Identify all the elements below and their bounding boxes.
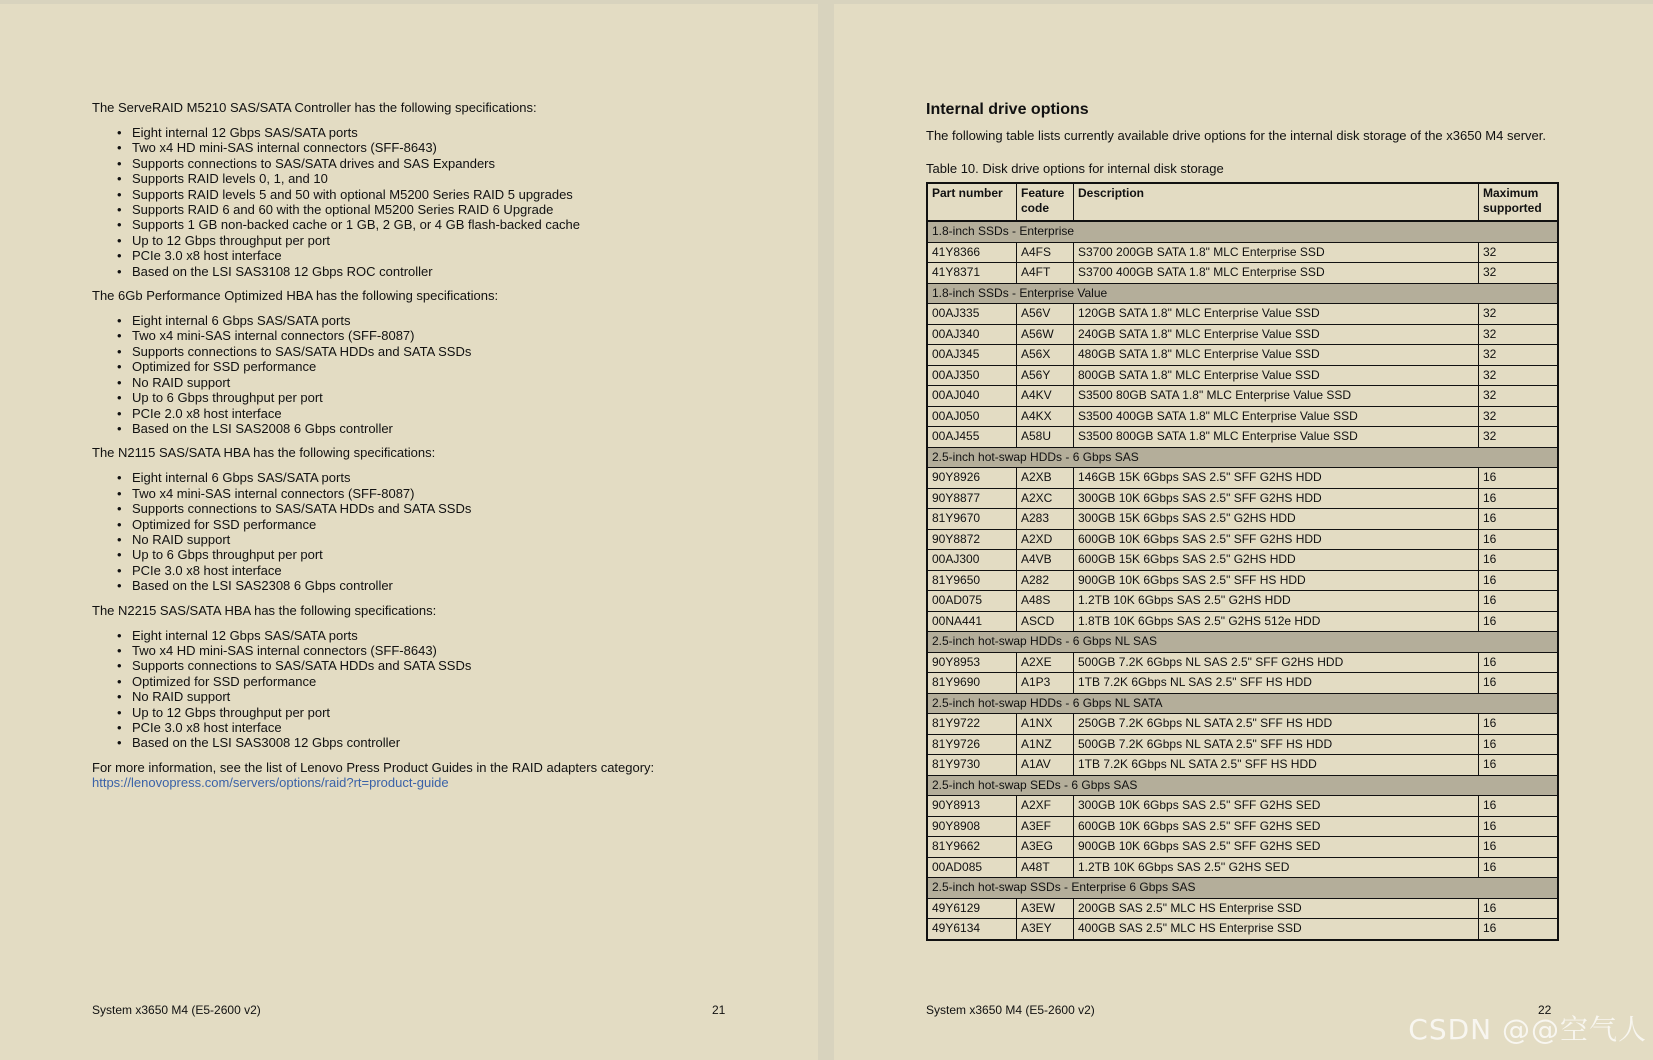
cell-maximum-supported: 16 <box>1479 755 1559 776</box>
list-item: • No RAID support <box>132 689 792 704</box>
cell-part-number: 41Y8366 <box>927 242 1017 263</box>
cell-part-number: 81Y9670 <box>927 509 1017 530</box>
spec-intro: The N2115 SAS/SATA HBA has the following specifications: <box>92 445 436 461</box>
table-row <box>927 919 1558 940</box>
cell-maximum-supported: 16 <box>1479 919 1559 940</box>
cell-maximum-supported: 16 <box>1479 816 1559 837</box>
table-row <box>927 509 1558 530</box>
cell-part-number: 90Y8926 <box>927 468 1017 489</box>
header-description: Description <box>1074 183 1479 221</box>
cell-part-number: 00AJ300 <box>927 550 1017 571</box>
cell-part-number: 00NA441 <box>927 611 1017 632</box>
cell-maximum-supported: 32 <box>1479 304 1559 325</box>
group-title: 2.5-inch hot-swap HDDs - 6 Gbps NL SAS <box>927 632 1558 653</box>
cell-maximum-supported: 32 <box>1479 427 1559 448</box>
cell-description: 240GB SATA 1.8" MLC Enterprise Value SSD <box>1074 324 1479 345</box>
table-body <box>927 221 1558 940</box>
left-page-number: 21 <box>712 1003 726 1017</box>
list-item: • Supports connections to SAS/SATA HDDs and SATA SSDs <box>132 344 792 359</box>
table-row <box>927 488 1558 509</box>
table-row <box>927 898 1558 919</box>
cell-description: S3500 800GB SATA 1.8" MLC Enterprise Value SSD <box>1074 427 1479 448</box>
table-row <box>927 406 1558 427</box>
cell-description: 1.2TB 10K 6Gbps SAS 2.5'' G2HS SED <box>1074 857 1479 878</box>
cell-feature-code: A56W <box>1017 324 1074 345</box>
list-item: • PCIe 3.0 x8 host interface <box>132 248 792 263</box>
cell-feature-code: A1P3 <box>1017 673 1074 694</box>
table-row <box>927 345 1558 366</box>
cell-part-number: 41Y8371 <box>927 263 1017 284</box>
cell-description: 1.2TB 10K 6Gbps SAS 2.5'' G2HS HDD <box>1074 591 1479 612</box>
cell-feature-code: A48S <box>1017 591 1074 612</box>
list-item: • Up to 12 Gbps throughput per port <box>132 705 792 720</box>
cell-description: 200GB SAS 2.5" MLC HS Enterprise SSD <box>1074 898 1479 919</box>
group-title: 2.5-inch hot-swap SEDs - 6 Gbps SAS <box>927 775 1558 796</box>
cell-description: S3700 400GB SATA 1.8" MLC Enterprise SSD <box>1074 263 1479 284</box>
drive-options-section <box>926 100 1566 941</box>
group-title: 2.5-inch hot-swap HDDs - 6 Gbps NL SATA <box>927 693 1558 714</box>
table-group-row <box>927 878 1558 899</box>
group-title: 1.8-inch SSDs - Enterprise <box>927 221 1558 242</box>
cell-feature-code: A58U <box>1017 427 1074 448</box>
list-item: • Supports connections to SAS/SATA drives and SAS Expanders <box>132 156 792 171</box>
cell-maximum-supported: 32 <box>1479 345 1559 366</box>
cell-feature-code: A4KV <box>1017 386 1074 407</box>
table-caption: Table 10. Disk drive options for internal disk storage <box>926 161 1224 176</box>
cell-description: 1TB 7.2K 6Gbps NL SATA 2.5" SFF HS HDD <box>1074 755 1479 776</box>
table-group-row <box>927 447 1558 468</box>
cell-part-number: 00AD085 <box>927 857 1017 878</box>
table-row <box>927 324 1558 345</box>
cell-description: 1.8TB 10K 6Gbps SAS 2.5" G2HS 512e HDD <box>1074 611 1479 632</box>
cell-maximum-supported: 16 <box>1479 550 1559 571</box>
table-row <box>927 755 1558 776</box>
cell-feature-code: A1NX <box>1017 714 1074 735</box>
list-item: • No RAID support <box>132 375 792 390</box>
cell-part-number: 90Y8872 <box>927 529 1017 550</box>
cell-maximum-supported: 16 <box>1479 673 1559 694</box>
cell-maximum-supported: 32 <box>1479 324 1559 345</box>
watermark: CSDN @@空气人 <box>1408 1013 1647 1046</box>
cell-description: 300GB 10K 6Gbps SAS 2.5" SFF G2HS HDD <box>1074 488 1479 509</box>
cell-part-number: 81Y9690 <box>927 673 1017 694</box>
cell-description: 120GB SATA 1.8" MLC Enterprise Value SSD <box>1074 304 1479 325</box>
list-item: • Two x4 HD mini-SAS internal connectors (SFF-8643) <box>132 140 792 155</box>
more-info <box>92 760 792 790</box>
cell-maximum-supported: 32 <box>1479 406 1559 427</box>
section-heading: Internal drive options <box>926 101 1089 118</box>
list-item: • Two x4 mini-SAS internal connectors (SFF-8087) <box>132 486 792 501</box>
group-title: 2.5-inch hot-swap SSDs - Enterprise 6 Gbps SAS <box>927 878 1558 899</box>
cell-maximum-supported: 16 <box>1479 611 1559 632</box>
list-item: • Two x4 HD mini-SAS internal connectors (SFF-8643) <box>132 643 792 658</box>
header-maximum-supported: Maximum supported <box>1479 183 1559 221</box>
table-row <box>927 591 1558 612</box>
cell-part-number: 81Y9662 <box>927 837 1017 858</box>
group-title: 2.5-inch hot-swap HDDs - 6 Gbps SAS <box>927 447 1558 468</box>
cell-part-number: 81Y9650 <box>927 570 1017 591</box>
drive-options-table <box>926 182 1559 941</box>
table-row <box>927 365 1558 386</box>
cell-part-number: 81Y9726 <box>927 734 1017 755</box>
list-item: • Supports connections to SAS/SATA HDDs and SATA SSDs <box>132 658 792 673</box>
list-item: • Eight internal 12 Gbps SAS/SATA ports <box>132 628 792 643</box>
spec-list <box>92 628 792 751</box>
cell-part-number: 90Y8953 <box>927 652 1017 673</box>
cell-description: 500GB 7.2K 6Gbps NL SATA 2.5" SFF HS HDD <box>1074 734 1479 755</box>
cell-feature-code: A56X <box>1017 345 1074 366</box>
list-item: • Up to 12 Gbps throughput per port <box>132 233 792 248</box>
cell-feature-code: A48T <box>1017 857 1074 878</box>
cell-maximum-supported: 16 <box>1479 652 1559 673</box>
cell-feature-code: A1NZ <box>1017 734 1074 755</box>
list-item: • Based on the LSI SAS2308 6 Gbps controller <box>132 578 792 593</box>
more-info-text: For more information, see the list of Lenovo Press Product Guides in the RAID adapters category: <box>92 759 655 775</box>
table-header-row <box>927 183 1558 221</box>
list-item: • Supports 1 GB non-backed cache or 1 GB, 2 GB, or 4 GB flash-backed cache <box>132 217 792 232</box>
cell-part-number: 00AJ335 <box>927 304 1017 325</box>
table-row <box>927 714 1558 735</box>
raid-guide-link[interactable]: https://lenovopress.com/servers/options/raid?rt=product-guide <box>92 774 449 790</box>
cell-feature-code: A2XD <box>1017 529 1074 550</box>
cell-maximum-supported: 16 <box>1479 796 1559 817</box>
spec-list <box>92 470 792 593</box>
cell-part-number: 00AD075 <box>927 591 1017 612</box>
spec-list <box>92 313 792 436</box>
spec-intro: The 6Gb Performance Optimized HBA has the following specifications: <box>92 288 499 304</box>
right-page-number: 22 <box>1538 1003 1552 1017</box>
cell-feature-code: ASCD <box>1017 611 1074 632</box>
table-row <box>927 263 1558 284</box>
list-item: • Supports RAID levels 5 and 50 with optional M5200 Series RAID 5 upgrades <box>132 187 792 202</box>
cell-feature-code: A4VB <box>1017 550 1074 571</box>
cell-description: 900GB 10K 6Gbps SAS 2.5" SFF HS HDD <box>1074 570 1479 591</box>
list-item: • Up to 6 Gbps throughput per port <box>132 390 792 405</box>
spec-sections <box>92 100 792 790</box>
cell-description: 800GB SATA 1.8" MLC Enterprise Value SSD <box>1074 365 1479 386</box>
cell-maximum-supported: 16 <box>1479 857 1559 878</box>
list-item: • Supports RAID levels 0, 1, and 10 <box>132 171 792 186</box>
table-row <box>927 652 1558 673</box>
list-item: • Up to 6 Gbps throughput per port <box>132 547 792 562</box>
table-row <box>927 386 1558 407</box>
cell-part-number: 81Y9730 <box>927 755 1017 776</box>
cell-description: 500GB 7.2K 6Gbps NL SAS 2.5" SFF G2HS HDD <box>1074 652 1479 673</box>
cell-description: 600GB 10K 6Gbps SAS 2.5" SFF G2HS SED <box>1074 816 1479 837</box>
cell-feature-code: A1AV <box>1017 755 1074 776</box>
cell-part-number: 49Y6129 <box>927 898 1017 919</box>
list-item: • Optimized for SSD performance <box>132 517 792 532</box>
cell-feature-code: A283 <box>1017 509 1074 530</box>
cell-part-number: 90Y8913 <box>927 796 1017 817</box>
table-row <box>927 304 1558 325</box>
table-group-row <box>927 283 1558 304</box>
header-part-number: Part number <box>927 183 1017 221</box>
table-row <box>927 857 1558 878</box>
list-item: • Supports RAID 6 and 60 with the optional M5200 Series RAID 6 Upgrade <box>132 202 792 217</box>
cell-part-number: 49Y6134 <box>927 919 1017 940</box>
cell-part-number: 00AJ350 <box>927 365 1017 386</box>
table-row <box>927 529 1558 550</box>
table-group-row <box>927 632 1558 653</box>
cell-feature-code: A2XF <box>1017 796 1074 817</box>
cell-part-number: 00AJ040 <box>927 386 1017 407</box>
table-group-row <box>927 693 1558 714</box>
list-item: • Eight internal 12 Gbps SAS/SATA ports <box>132 125 792 140</box>
cell-description: 900GB 10K 6Gbps SAS 2.5" SFF G2HS SED <box>1074 837 1479 858</box>
table-row <box>927 242 1558 263</box>
cell-feature-code: A4FT <box>1017 263 1074 284</box>
list-item: • Based on the LSI SAS3008 12 Gbps controller <box>132 735 792 750</box>
list-item: • Optimized for SSD performance <box>132 359 792 374</box>
list-item: • No RAID support <box>132 532 792 547</box>
list-item: • PCIe 3.0 x8 host interface <box>132 720 792 735</box>
cell-description: 146GB 15K 6Gbps SAS 2.5" SFF G2HS HDD <box>1074 468 1479 489</box>
cell-feature-code: A282 <box>1017 570 1074 591</box>
cell-feature-code: A2XC <box>1017 488 1074 509</box>
cell-maximum-supported: 32 <box>1479 263 1559 284</box>
cell-feature-code: A56V <box>1017 304 1074 325</box>
cell-description: 300GB 10K 6Gbps SAS 2.5" SFF G2HS SED <box>1074 796 1479 817</box>
cell-feature-code: A3EF <box>1017 816 1074 837</box>
cell-description: 300GB 15K 6Gbps SAS 2.5" G2HS HDD <box>1074 509 1479 530</box>
list-item: • Eight internal 6 Gbps SAS/SATA ports <box>132 470 792 485</box>
cell-description: 600GB 15K 6Gbps SAS 2.5" G2HS HDD <box>1074 550 1479 571</box>
table-row <box>927 837 1558 858</box>
cell-maximum-supported: 32 <box>1479 242 1559 263</box>
list-item: • PCIe 3.0 x8 host interface <box>132 563 792 578</box>
table-row <box>927 611 1558 632</box>
table-row <box>927 734 1558 755</box>
cell-feature-code: A3EG <box>1017 837 1074 858</box>
cell-maximum-supported: 16 <box>1479 837 1559 858</box>
table-row <box>927 570 1558 591</box>
list-item: • Supports connections to SAS/SATA HDDs and SATA SSDs <box>132 501 792 516</box>
cell-description: S3700 200GB SATA 1.8" MLC Enterprise SSD <box>1074 242 1479 263</box>
cell-part-number: 90Y8908 <box>927 816 1017 837</box>
cell-description: S3500 80GB SATA 1.8" MLC Enterprise Value SSD <box>1074 386 1479 407</box>
cell-description: 250GB 7.2K 6Gbps NL SATA 2.5" SFF HS HDD <box>1074 714 1479 735</box>
cell-maximum-supported: 16 <box>1479 898 1559 919</box>
cell-maximum-supported: 16 <box>1479 734 1559 755</box>
left-page <box>0 4 818 1060</box>
cell-part-number: 00AJ340 <box>927 324 1017 345</box>
cell-description: 400GB SAS 2.5" MLC HS Enterprise SSD <box>1074 919 1479 940</box>
cell-feature-code: A4FS <box>1017 242 1074 263</box>
cell-part-number: 81Y9722 <box>927 714 1017 735</box>
cell-feature-code: A2XB <box>1017 468 1074 489</box>
cell-part-number: 00AJ455 <box>927 427 1017 448</box>
table-group-row <box>927 775 1558 796</box>
list-item: • Based on the LSI SAS2008 6 Gbps controller <box>132 421 792 436</box>
cell-feature-code: A4KX <box>1017 406 1074 427</box>
list-item: • Optimized for SSD performance <box>132 674 792 689</box>
cell-maximum-supported: 32 <box>1479 365 1559 386</box>
table-row <box>927 550 1558 571</box>
cell-maximum-supported: 16 <box>1479 468 1559 489</box>
list-item: • Eight internal 6 Gbps SAS/SATA ports <box>132 313 792 328</box>
spec-list <box>92 125 792 279</box>
spec-intro: The N2215 SAS/SATA HBA has the following specifications: <box>92 602 437 618</box>
table-row <box>927 427 1558 448</box>
spec-intro: The ServeRAID M5210 SAS/SATA Controller has the following specifications: <box>92 100 537 115</box>
cell-maximum-supported: 16 <box>1479 591 1559 612</box>
cell-feature-code: A3EW <box>1017 898 1074 919</box>
cell-feature-code: A56Y <box>1017 365 1074 386</box>
right-page <box>834 4 1653 1060</box>
cell-maximum-supported: 32 <box>1479 386 1559 407</box>
cell-part-number: 00AJ345 <box>927 345 1017 366</box>
list-item: • Two x4 mini-SAS internal connectors (SFF-8087) <box>132 328 792 343</box>
cell-description: 480GB SATA 1.8" MLC Enterprise Value SSD <box>1074 345 1479 366</box>
cell-maximum-supported: 16 <box>1479 570 1559 591</box>
cell-part-number: 00AJ050 <box>927 406 1017 427</box>
list-item: • Based on the LSI SAS3108 12 Gbps ROC controller <box>132 264 792 279</box>
list-item: • PCIe 2.0 x8 host interface <box>132 406 792 421</box>
cell-description: 1TB 7.2K 6Gbps NL SAS 2.5" SFF HS HDD <box>1074 673 1479 694</box>
left-footer-title: System x3650 M4 (E5-2600 v2) <box>92 1003 261 1017</box>
table-row <box>927 796 1558 817</box>
cell-feature-code: A2XE <box>1017 652 1074 673</box>
cell-part-number: 90Y8877 <box>927 488 1017 509</box>
cell-feature-code: A3EY <box>1017 919 1074 940</box>
cell-maximum-supported: 16 <box>1479 529 1559 550</box>
cell-maximum-supported: 16 <box>1479 509 1559 530</box>
table-row <box>927 468 1558 489</box>
right-footer-title: System x3650 M4 (E5-2600 v2) <box>926 1003 1095 1017</box>
cell-description: 600GB 10K 6Gbps SAS 2.5" SFF G2HS HDD <box>1074 529 1479 550</box>
group-title: 1.8-inch SSDs - Enterprise Value <box>927 283 1558 304</box>
section-description: The following table lists currently available drive options for the internal disk storage of the x3650 M4 server. <box>926 128 1546 143</box>
table-group-row <box>927 221 1558 242</box>
header-feature-code: Feature code <box>1017 183 1074 221</box>
cell-maximum-supported: 16 <box>1479 488 1559 509</box>
table-row <box>927 816 1558 837</box>
table-row <box>927 673 1558 694</box>
cell-maximum-supported: 16 <box>1479 714 1559 735</box>
cell-description: S3500 400GB SATA 1.8" MLC Enterprise Value SSD <box>1074 406 1479 427</box>
